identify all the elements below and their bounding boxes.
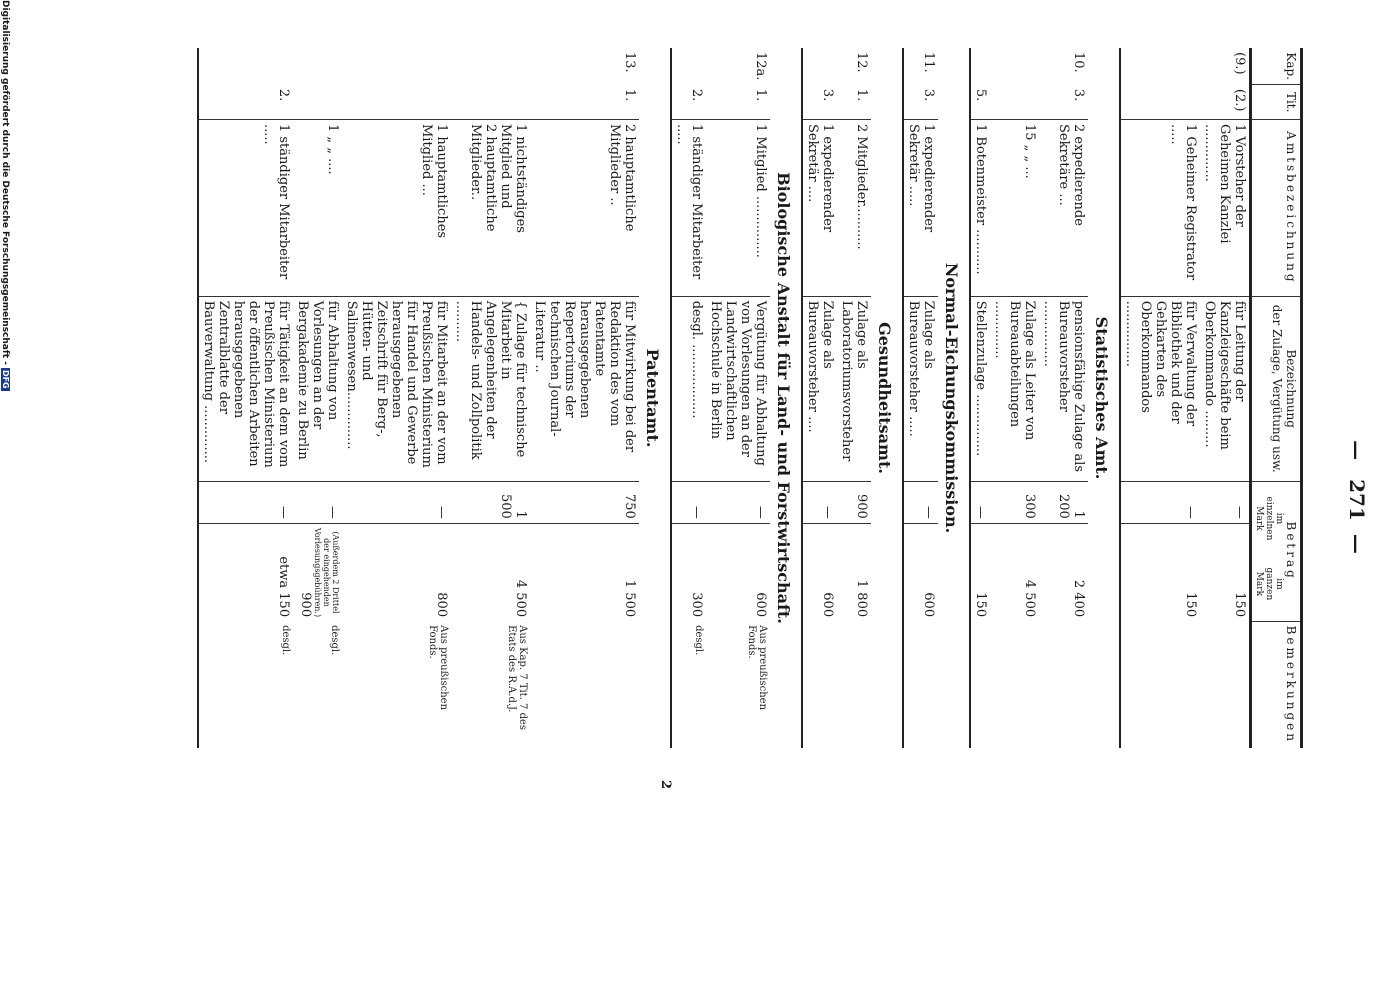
section-heading: Statistisches Amt. [1092,316,1111,480]
digitization-footer [0,0,10,1000]
table-header-row [1251,48,1302,748]
table-row: 3. 1 expedierender Sekretär .... Zulage als Bureauvorsteher .... — 600 [802,48,837,748]
header-tit: Tit. [1251,85,1302,120]
section-heading: Patentamt. [643,348,662,448]
section-heading: Biologische Anstalt für Land- und Forstwirtschaft. [774,172,793,624]
dfg-logo: DFG [1,369,10,389]
header-amtsbezeichnung: Amtsbezeichnung [1251,119,1302,296]
table-row: 12a. 1. 1 Mitglied ............... Vergütung für Abhaltung von Vorlesungen an der Landwirtschaftlichen Hochschule in Berlin — 600 Aus preußischen Fonds. [708,52,768,711]
table-row: 5. 1 Botenmeister ........... Stellenzulage ............... — 150 [970,48,990,748]
table-row: 2. 1 ständiger Mitarbeiter ..... für Tätigkeit an dem vom Preußischen Ministerium der öffentlichen Arbeiten herausgegebenen Zentralblatte der Bauverwaltung .............. — etwa 150 desgl. [198,48,293,748]
header-bez-line1: Bezeichnung [1284,349,1298,428]
section-heading: Normal-Eichungskommission. [942,262,961,534]
table-row: 1 „ „ .... für Abhaltung von Vorlesungen an der Bergakademie zu Berlin — (Außerdem 2 Drittel der eingehenden Vorlesungsgebühren.) 900 desgl. [293,48,342,748]
page-number: — 271 — [1345,440,1369,560]
header-bemerkungen: Bemerkungen [1251,621,1302,748]
section-heading: Gesundheitsamt. [875,322,894,474]
table-row: 12. 1. 2 Mitglieder........... Zulage als Laboratoriumsvorsteher 900 1 800 [837,48,871,748]
table-row: 13. 1. 2 hauptamtliche Mitglieder .. für Mitwirkung bei der Redaktion des vom Patentamte herausgegebenen Repertoriums der technischen Journal-Literatur .. 750 1 500 [530,48,639,748]
brace-mark: { [513,300,528,310]
salary-supplement-table [197,48,1303,748]
table-row: 1 Geheimer Registrator ..... für Verwaltung der Bibliothek und der Gehkarten des Oberkommandos ................ — 150 [1120,48,1200,748]
header-einzeln: im einzelnen Mark [1254,496,1284,541]
header-bezeichnung [1251,296,1302,481]
header-betrag [1251,481,1302,621]
table-row: 1 nichtständiges Mitglied und 2 hauptamtliche Mitglieder.. { Zulage für technische Mitarbeit in Angelegenheiten der Handels- und Zollpolitik .......... 1 500 4 500 Aus Kap. 7 Tit. 7 des Etats des R.A.d.J. [451,48,530,748]
footnote-mark: 2 [658,780,673,790]
table-row: (9.) (2.) 1 Vorsteher der Geheimen Kanzlei .............. für Leitung der Kanzleigeschäfte beim Oberkommando ......... — 150 [1200,48,1251,748]
header-betrag-title: Betrag [1284,521,1298,581]
table-row: 2. 1 ständiger Mitarbeiter ..... desgl. .................. — 300 desgl. [671,48,706,748]
table-row: 11. 3. 1 expedierender Sekretär ..... Zulage als Bureauvorsteher ..... — 600 [903,48,938,748]
header-kap: Kap. [1251,48,1302,85]
footer-text: Digitalisierung gefördert durch die Deutsche Forschungsgemeinschaft - [0,0,10,365]
header-bez-line2: der Zulage, Vergütung usw. [1270,304,1284,473]
table-row: 15 „ „ ... Zulage als Leiter von Bureauabteilungen .............. 300 4 500 [990,48,1039,748]
header-ganzen: im ganzen Mark [1254,567,1284,601]
table-row: 1 hauptamtliches Mitglied ... für Mitarbeit an der vom Preußischen Ministerium für Handel und Gewerbe herausgegebenen Zeitschrift für Berg-, Hütten- und Salinenwesen.............. — 800 Aus preußischen Fonds. [342,48,451,748]
table-row: 10. 3. 2 expedierende Sekretäre ... pensionsfähige Zulage als Bureauvorsteher ................ 1 200 2 400 [1039,48,1088,748]
